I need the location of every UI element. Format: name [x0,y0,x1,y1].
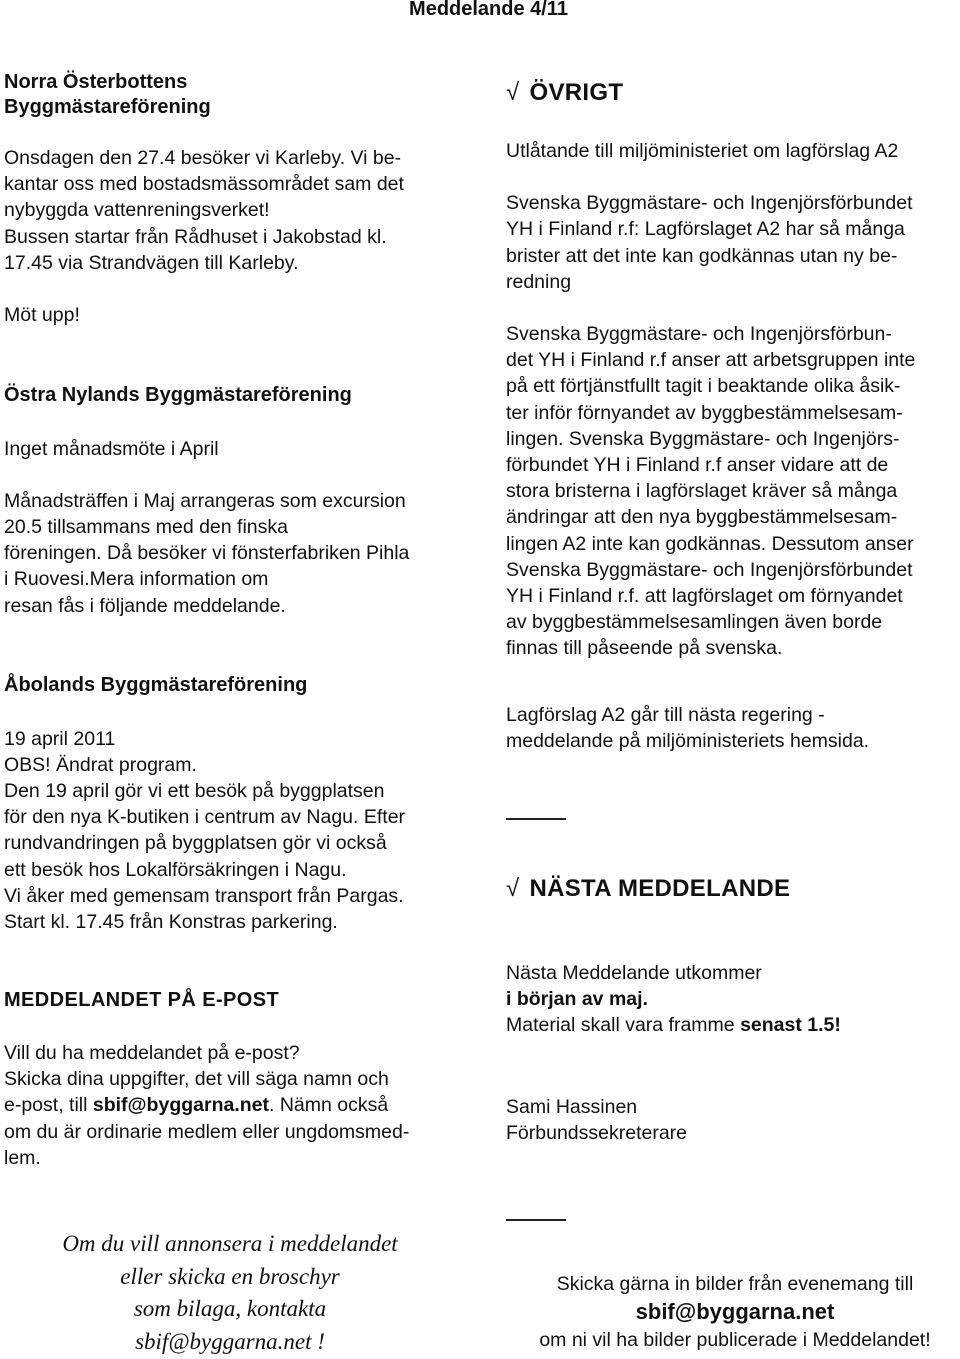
photos-line: om ni vil ha bilder publicerade i Meddelandet! [539,1329,931,1351]
ovrigt-p2-line: Svenska Byggmästare- och Ingenjörsförbun- [506,323,892,346]
ovrigt-p2-line: finnas till påseende på svenska. [506,637,783,660]
nasta-line3-pre: Material skall vara framme [506,1014,741,1037]
ovrigt-p3-line: meddelande på miljöministeriets hemsida. [506,729,870,752]
nasta-line: i början av maj. [506,988,648,1011]
photos-line: Skicka gärna in bilder från evenemang till [556,1273,914,1295]
divider [506,818,566,820]
divider [506,1219,566,1221]
ovrigt-p2-line: Svenska Byggmästare- och Ingenjörsförbundet [506,558,913,581]
ostra-line: 20.5 tillsammans med den finska [4,515,288,538]
nasta-heading [506,874,958,904]
epost-line3-pre: e-post, till [4,1094,93,1117]
section-ostra [4,383,456,619]
section-ovrigt [506,78,958,754]
ovrigt-heading [506,78,958,108]
norra-line: Bussen startar från Rådhuset i Jakobstad kl. [4,225,387,248]
photos-email-link[interactable]: sbif@byggarna.net [635,1299,835,1324]
ostra-line: föreningen. Då besöker vi fönsterfabriken Pihla [4,542,410,565]
ad-line: Om du vill annonsera i meddelandet [62,1231,398,1256]
checkmark-icon: √ [506,79,520,106]
ovrigt-p2-line: lingen. Svenska Byggmästare- och Ingenjörs- [506,427,900,450]
epost-line [4,1092,456,1118]
epost-email-link[interactable]: sbif@byggarna.net [92,1094,269,1117]
abolands-line: 19 april 2011 [4,727,116,750]
signature-title: Förbundssekreterare [506,1121,688,1144]
abolands-line: OBS! Ändrat program. [4,753,197,776]
norra-line: nybyggda vattenreningsverket! [4,199,270,222]
epost-line: om du är ordinarie medlem eller ungdomsmed- [4,1120,410,1143]
ovrigt-p2-line: ändringar att den nya byggbestämmelsesam- [506,506,898,529]
epost-line: lem. [4,1146,41,1169]
ad-email-link[interactable]: sbif@byggarna.net ! [135,1328,325,1354]
epost-line: Skicka dina uppgifter, det vill säga namn och [4,1068,389,1091]
ovrigt-p2-line: av byggbestämmelsesamlingen även borde [506,611,883,634]
ostra-line: Månadsträffen i Maj arrangeras som excursion [4,489,406,512]
ovrigt-subtitle: Utlåtande till miljöministeriet om lagförslag A2 [506,140,899,162]
ostra-line: i Ruovesi.Mera information om [4,568,269,591]
nasta-deadline: senast 1.5! [740,1014,841,1037]
ad-line: eller skicka en broschyr [120,1263,340,1289]
ovrigt-p3-line: Lagförslag A2 går till nästa regering - [506,703,825,726]
section-nasta [506,874,958,1146]
section-abolands [4,673,456,935]
ostra-line: resan fås i följande meddelande. [4,594,286,617]
abolands-line: ett besök hos Lokalförsäkringen i Nagu. [4,858,347,881]
nasta-heading-text: NÄSTA MEDDELANDE [529,875,791,902]
ovrigt-p2-line: ter inför förnyandet av byggbestämmelsesam- [506,401,903,424]
ad-line: som bilaga, kontakta [133,1296,327,1321]
norra-heading-1: Norra Österbottens [4,71,188,93]
checkmark-icon: √ [506,875,520,902]
page-header: Meddelande 4/11 [409,0,568,20]
section-norra [4,70,456,328]
norra-closing: Möt upp! [4,304,80,327]
ovrigt-p1-line: brister att det inte kan godkännas utan ny be- [506,244,898,267]
nasta-line [506,1012,958,1038]
norra-line: kantar oss med bostadsmässområdet sam det [4,173,404,196]
epost-heading: MEDDELANDET PÅ E-POST [4,989,280,1011]
photos-note [500,1270,960,1354]
ovrigt-p2-line: det YH i Finland r.f anser att arbetsgruppen inte [506,349,916,372]
abolands-heading: Åbolands Byggmästareförening [4,674,308,696]
ovrigt-p2-line: lingen A2 inte kan godkännas. Dessutom anser [506,532,914,555]
epost-line3-post: . Nämn också [269,1094,389,1117]
norra-heading-2: Byggmästareförening [4,95,211,118]
nasta-line: Nästa Meddelande utkommer [506,962,762,984]
ovrigt-p1-line: YH i Finland r.f: Lagförslaget A2 har så många [506,218,905,241]
advertising-note [10,1228,450,1358]
ovrigt-p2-line: YH i Finland r.f. att lagförslaget om förnyandet [506,585,903,608]
section-epost [4,988,456,1171]
ovrigt-p2-line: förbundet YH i Finland r.f anser vidare att de [506,454,889,477]
ovrigt-p2-line: på ett förtjänstfullt tagit i beaktande olika åsik- [506,375,901,398]
ovrigt-heading-text: ÖVRIGT [529,79,624,106]
abolands-line: rundvandringen på byggplatsen gör vi också [4,832,387,855]
abolands-line: Den 19 april gör vi ett besök på byggplatsen [4,779,385,802]
ovrigt-p1-line: redning [506,270,572,293]
ovrigt-p1-line: Svenska Byggmästare- och Ingenjörsförbundet [506,192,913,215]
ovrigt-p2-line: stora bristerna i lagförslaget kräver så många [506,480,898,503]
ostra-p1: Inget månadsmöte i April [4,437,219,460]
norra-line: Onsdagen den 27.4 besöker vi Karleby. Vi be- [4,147,402,169]
signature-name: Sami Hassinen [506,1095,638,1118]
norra-line: 17.45 via Strandvägen till Karleby. [4,251,299,274]
ostra-heading: Östra Nylands Byggmästareförening [4,384,352,406]
epost-line: Vill du ha meddelandet på e-post? [4,1042,300,1064]
abolands-line: Vi åker med gemensam transport från Pargas. [4,884,404,907]
abolands-line: för den nya K-butiken i centrum av Nagu. Efter [4,806,406,829]
abolands-line: Start kl. 17.45 från Konstras parkering. [4,910,338,933]
